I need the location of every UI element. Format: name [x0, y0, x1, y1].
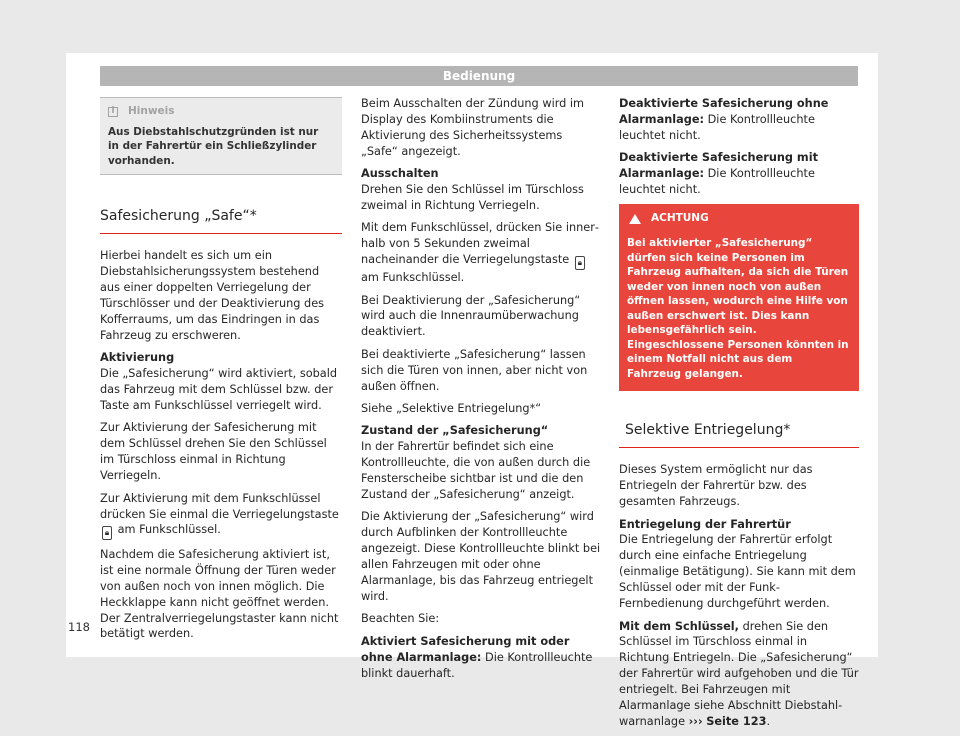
text-deakt-mit: Die Kontrollleuchte leuchtet nicht. [619, 167, 815, 197]
warning-triangle-icon [629, 214, 641, 224]
column-2 [361, 96, 601, 688]
column-1 [100, 97, 342, 649]
note-box [100, 97, 342, 175]
text-funk-b: am Funkschlüssel. [117, 523, 221, 537]
subheading-aktivierung: Aktivierung [100, 351, 175, 365]
text-deakt-ohne: Die Kontrollleuchte leuchtet nicht. [619, 112, 815, 142]
note-header [108, 104, 332, 120]
text-funk2-b: am Funkschlüssel. [361, 271, 465, 285]
subheading-zustand: Zustand der „Safesicherung“ [361, 424, 549, 438]
text-funk-a: Zur Aktivierung mit dem Funkschlüssel drücken Sie einmal die Verriegelungstaste [100, 491, 339, 521]
reference-arrow-icon: ››› [688, 714, 703, 728]
text-funk2-a: Mit dem Funkschlüssel, drücken Sie innerhalb von 5 Sekunden zweimal nacheinander die Verriegelungstaste [361, 221, 599, 267]
paragraph-funkschluessel-2 [361, 220, 601, 286]
warning-header [629, 211, 849, 227]
paragraph-aufblinken: Die Aktivierung der „Safesicherung“ wird durch Aufblinken der Kontrollleuchte angezeigt. Diese Kontrollleuchte blinkt bei allen Fahrzeugen mit oder ohne Alarmanlage, bis das Fahrzeug entriegelt wird. [361, 510, 601, 603]
label-aktiviert: Aktiviert Safesicherung mit oder ohne Alarmanlage: [361, 634, 570, 664]
paragraph-intro: Hierbei handelt es sich um ein Diebstahlsicherungssystem bestehend aus einer doppelten Verriegelung der Türschlösser und der Deaktivierung des Kofferraums, um das Eindringen in das Fahrzeug zu erschweren. [100, 249, 325, 342]
text-mit-schluessel: drehen Sie den Schlüssel im Türschloss einmal in Richtung Entriegeln. Die „Safesicherung“ der Fahrertür wird aufgehoben und die Tür entriegelt. Bei Fahrzeugen mit Alarmanlage siehe Abschnitt Diebstahlwarnanlage [619, 619, 859, 728]
note-body: Aus Diebstahlschutzgründen ist nur in der Fahrertür ein Schließzylinder vorhanden. [108, 125, 319, 167]
paragraph-aktiviert [361, 634, 601, 682]
paragraph-mit-schluessel [619, 619, 859, 730]
info-icon: i [108, 107, 118, 117]
paragraph-beachten: Beachten Sie: [361, 612, 440, 626]
warning-box [619, 204, 859, 391]
paragraph-selektive-intro: Dieses System ermöglicht nur das Entriegeln der Fahrertür bzw. des gesamten Fahrzeugs. [619, 463, 813, 509]
note-title: Hinweis [128, 105, 175, 117]
warning-body: Bei aktivierter „Safesicherung“ dürfen sich keine Personen im Fahrzeug aufhalten, da sich die Türen weder von innen noch von außen öffnen lassen, wodurch eine Hilfe von außen erschwert ist. Dies kann lebensgefährlich sein. Eingeschlossene Personen könnten in einem Notfall nicht aus dem Fahrzeug gelangen. [627, 237, 849, 380]
lock-key-icon: 🔒︎ [575, 256, 585, 270]
label-mit-schluessel: Mit dem Schlüssel, [619, 619, 739, 633]
paragraph-ausschalten: Drehen Sie den Schlüssel im Türschloss zweimal in Richtung Verriegeln. [361, 183, 584, 212]
paragraph-zuendung: Beim Ausschalten der Zündung wird im Display des Kombiinstruments die Aktivierung des Sicherheitssystems „Safe“ angezeigt. [361, 97, 585, 158]
section-heading-selektive: Selektive Entriegelung* [625, 422, 791, 439]
paragraph-funkschluessel [100, 491, 342, 541]
paragraph-entriegelung: Die Entriegelung der Fahrertür erfolgt durch eine einfache Entriegelung (einmalige Betätigung). Sie kann mit dem Schlüssel oder mit der Funk-Fernbedienung durchgeführt werden. [619, 533, 856, 611]
label-deakt-mit: Deaktivierte Safesicherung mit Alarmanlage: [619, 151, 818, 181]
paragraph-zustand: In der Fahrertür befindet sich eine Kontrollleuchte, die von außen durch die Fensterscheibe sichtbar ist und die den Zustand der „Safesicherung“ anzeigt. [361, 440, 591, 502]
subheading-ausschalten: Ausschalten [361, 167, 439, 181]
page-link[interactable]: Seite 123 [706, 714, 767, 728]
section-heading-safe: Safesicherung „Safe“* [100, 208, 257, 225]
page-header: Bedienung [100, 66, 858, 86]
paragraph-nachdem: Nachdem die Safesicherung aktiviert ist, ist eine normale Öffnung der Türen weder von außen noch von innen möglich. Die Heckklappe kann nicht geöffnet werden. Der Zentralverriegelungstaster kann nicht betätigt werden. [100, 547, 339, 641]
column-3 [619, 96, 859, 736]
paragraph-deakt-mit [619, 150, 859, 198]
paragraph-tueren: Bei deaktivierte „Safesicherung“ lassen sich die Türen von innen, aber nicht von außen öffnen. [361, 347, 588, 393]
section-selektive-heading-wrap [619, 421, 859, 448]
paragraph-aktivierung: Die „Safesicherung“ wird aktiviert, sobald das Fahrzeug mit dem Schlüssel bzw. der Taste am Funkschlüssel verriegelt wird. [100, 367, 338, 413]
lock-key-icon: 🔒︎ [102, 526, 112, 540]
paragraph-siehe: Siehe „Selektive Entriegelung*“ [361, 402, 542, 415]
text-end: . [766, 714, 771, 728]
text-aktiviert: Die Kontrollleuchte blinkt dauerhaft. [361, 650, 593, 680]
paragraph-innenraum: Bei Deaktivierung der „Safesicherung“ wird auch die Innenraumüberwachung deaktiviert. [361, 293, 581, 339]
label-deakt-ohne: Deaktivierte Safesicherung ohne Alarmanlage: [619, 97, 829, 126]
paragraph-schluessel: Zur Aktivierung der Safesicherung mit dem Schlüssel drehen Sie den Schlüssel im Türschloss einmal in Richtung Verriegeln. [100, 421, 327, 483]
subheading-entriegelung: Entriegelung der Fahrertür [619, 517, 791, 531]
section-safe-heading-wrap [100, 207, 342, 234]
warning-title: ACHTUNG [651, 212, 709, 225]
paragraph-deakt-ohne [619, 96, 859, 144]
page-number: 118 [68, 620, 90, 634]
